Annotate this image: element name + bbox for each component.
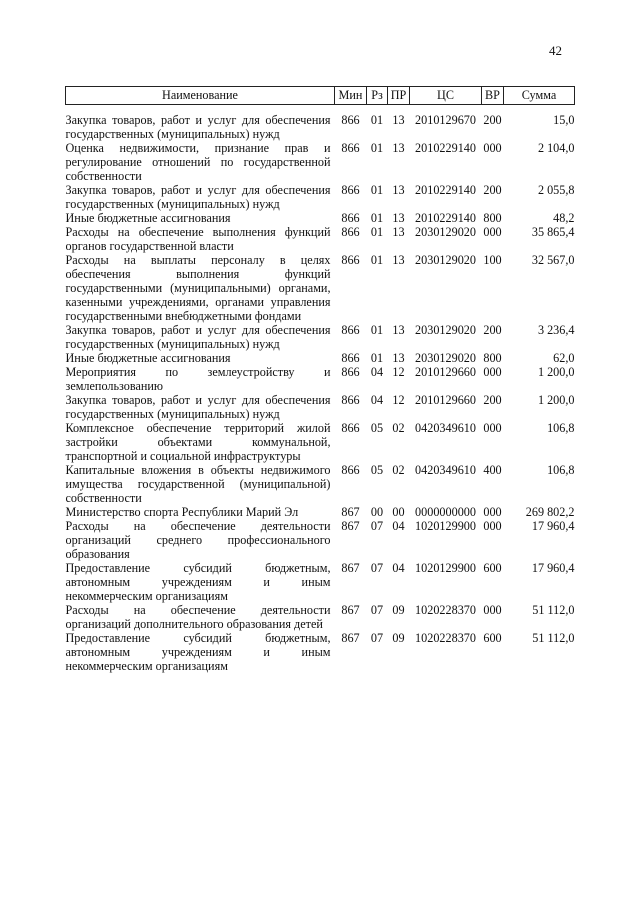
row-cs: 2030129020 xyxy=(415,323,476,337)
row-rz: 01 xyxy=(370,253,384,267)
row-rz: 01 xyxy=(370,323,384,337)
row-pr: 13 xyxy=(392,225,405,239)
row-cs: 2010229140 xyxy=(415,211,476,225)
row-name: Расходы на выплаты персоналу в целях обеспечения выполнения функций государственными (муниципальными) органами, казенными учреждениями, органами управления государственными внебюджетными фондами xyxy=(65,253,331,323)
row-sum: 35 865,4 xyxy=(531,225,575,239)
row-rz: 05 xyxy=(370,421,384,435)
row-cs: 2010129660 xyxy=(415,365,476,379)
row-rz: 01 xyxy=(370,113,384,127)
row-pr: 02 xyxy=(392,421,405,435)
table-row xyxy=(66,351,575,365)
table-row xyxy=(66,253,575,323)
row-sum: 3 236,4 xyxy=(537,323,575,337)
header-min: Мин xyxy=(335,87,367,105)
row-rz: 04 xyxy=(370,393,384,407)
row-vr: 000 xyxy=(483,225,502,239)
row-rz: 01 xyxy=(370,141,384,155)
row-name: Закупка товаров, работ и услуг для обеспечения государственных (муниципальных) нужд xyxy=(65,183,331,211)
row-sum: 62,0 xyxy=(553,351,575,365)
row-name: Комплексное обеспечение территорий жилой застройки объектами коммунальной, транспортной и социальной инфраструктуры xyxy=(65,421,331,463)
row-sum: 32 567,0 xyxy=(531,253,575,267)
row-pr: 13 xyxy=(392,351,405,365)
row-vr: 600 xyxy=(483,631,502,645)
row-name: Оценка недвижимости, признание прав и регулирование отношений по государственной собственности xyxy=(65,141,331,183)
row-vr: 000 xyxy=(483,505,502,519)
row-rz: 01 xyxy=(370,211,384,225)
row-rz: 05 xyxy=(370,463,384,477)
row-pr: 04 xyxy=(392,561,405,575)
table-row xyxy=(66,183,575,211)
row-pr: 13 xyxy=(392,141,405,155)
row-cs: 2010229140 xyxy=(415,183,476,197)
budget-table xyxy=(65,86,575,673)
row-vr: 000 xyxy=(483,365,502,379)
row-min: 866 xyxy=(341,225,360,239)
table-row xyxy=(66,463,575,505)
row-cs: 1020129900 xyxy=(415,519,476,533)
table-row xyxy=(66,365,575,393)
row-name: Расходы на обеспечение выполнения функций органов государственной власти xyxy=(65,225,331,253)
row-name: Предоставление субсидий бюджетным, автономным учреждениям и иным некоммерческим организациям xyxy=(65,561,331,603)
row-min: 867 xyxy=(341,519,360,533)
row-cs: 1020228370 xyxy=(415,603,476,617)
row-min: 866 xyxy=(341,393,360,407)
table-row xyxy=(66,505,575,519)
table-row xyxy=(66,323,575,351)
row-name: Закупка товаров, работ и услуг для обеспечения государственных (муниципальных) нужд xyxy=(65,113,331,141)
row-name: Мероприятия по землеустройству и землепользованию xyxy=(65,365,331,393)
table-row xyxy=(66,393,575,421)
row-vr: 400 xyxy=(483,463,502,477)
row-cs: 0000000000 xyxy=(415,505,476,519)
row-sum: 15,0 xyxy=(553,113,575,127)
row-min: 867 xyxy=(341,561,360,575)
row-cs: 2010129670 xyxy=(415,113,476,127)
row-pr: 12 xyxy=(392,365,405,379)
header-sum: Сумма xyxy=(504,87,575,105)
row-vr: 800 xyxy=(483,211,502,225)
table-row xyxy=(66,211,575,225)
row-vr: 000 xyxy=(483,421,502,435)
row-min: 866 xyxy=(341,421,360,435)
header-name: Наименование xyxy=(66,87,335,105)
row-pr: 02 xyxy=(392,463,405,477)
row-pr: 00 xyxy=(392,505,405,519)
row-rz: 04 xyxy=(370,365,384,379)
table-row xyxy=(66,105,575,142)
header-vr: ВР xyxy=(482,87,504,105)
row-sum: 2 055,8 xyxy=(537,183,575,197)
row-cs: 2010129660 xyxy=(415,393,476,407)
row-name: Министерство спорта Республики Марий Эл xyxy=(65,505,299,519)
row-name: Иные бюджетные ассигнования xyxy=(65,351,231,365)
row-min: 867 xyxy=(341,603,360,617)
row-min: 866 xyxy=(341,183,360,197)
row-sum: 51 112,0 xyxy=(532,631,575,645)
table-row xyxy=(66,141,575,183)
row-pr: 13 xyxy=(392,323,405,337)
row-vr: 200 xyxy=(483,323,502,337)
row-sum: 106,8 xyxy=(547,463,575,477)
row-vr: 200 xyxy=(483,183,502,197)
page-number: 42 xyxy=(549,43,562,58)
row-min: 866 xyxy=(341,211,360,225)
row-vr: 000 xyxy=(483,519,502,533)
row-vr: 000 xyxy=(483,603,502,617)
row-vr: 200 xyxy=(483,113,502,127)
row-min: 866 xyxy=(341,113,360,127)
row-pr: 09 xyxy=(392,631,405,645)
row-sum: 51 112,0 xyxy=(532,603,575,617)
row-cs: 0420349610 xyxy=(415,421,476,435)
row-rz: 07 xyxy=(370,603,384,617)
row-cs: 2030129020 xyxy=(415,225,476,239)
table-row xyxy=(66,603,575,631)
row-sum: 106,8 xyxy=(547,421,575,435)
row-name: Иные бюджетные ассигнования xyxy=(65,211,231,225)
row-name: Расходы на обеспечение деятельности организаций дополнительного образования детей xyxy=(65,603,331,631)
row-pr: 12 xyxy=(392,393,405,407)
row-vr: 200 xyxy=(483,393,502,407)
row-rz: 07 xyxy=(370,561,384,575)
table-header-row xyxy=(66,87,575,105)
row-sum: 2 104,0 xyxy=(537,141,575,155)
table-row xyxy=(66,421,575,463)
row-vr: 100 xyxy=(483,253,502,267)
table-row xyxy=(66,519,575,561)
row-name: Закупка товаров, работ и услуг для обеспечения государственных (муниципальных) нужд xyxy=(65,393,331,421)
row-rz: 01 xyxy=(370,351,384,365)
row-min: 866 xyxy=(341,323,360,337)
row-cs: 2030129020 xyxy=(415,351,476,365)
row-sum: 48,2 xyxy=(553,211,575,225)
table-row xyxy=(66,561,575,603)
row-pr: 09 xyxy=(392,603,405,617)
header-cs: ЦС xyxy=(410,87,482,105)
row-sum: 1 200,0 xyxy=(537,365,575,379)
table-body xyxy=(66,105,575,674)
row-pr: 13 xyxy=(392,253,405,267)
row-min: 866 xyxy=(341,463,360,477)
row-name: Закупка товаров, работ и услуг для обеспечения государственных (муниципальных) нужд xyxy=(65,323,331,351)
row-pr: 04 xyxy=(392,519,405,533)
row-name: Капитальные вложения в объекты недвижимого имущества государственной (муниципальной) собственности xyxy=(65,463,331,505)
row-rz: 07 xyxy=(370,631,384,645)
row-min: 866 xyxy=(341,253,360,267)
row-cs: 1020228370 xyxy=(415,631,476,645)
row-cs: 1020129900 xyxy=(415,561,476,575)
row-min: 867 xyxy=(341,631,360,645)
row-vr: 000 xyxy=(483,141,502,155)
row-rz: 01 xyxy=(370,225,384,239)
header-pr: ПР xyxy=(388,87,410,105)
row-name: Расходы на обеспечение деятельности организаций среднего профессионального образования xyxy=(65,519,331,561)
row-pr: 13 xyxy=(392,183,405,197)
row-sum: 269 802,2 xyxy=(525,505,575,519)
row-rz: 07 xyxy=(370,519,384,533)
row-rz: 01 xyxy=(370,183,384,197)
row-name: Предоставление субсидий бюджетным, автономным учреждениям и иным некоммерческим организациям xyxy=(65,631,331,673)
table-row xyxy=(66,631,575,673)
row-pr: 13 xyxy=(392,211,405,225)
row-sum: 17 960,4 xyxy=(531,561,575,575)
table-row xyxy=(66,225,575,253)
row-sum: 17 960,4 xyxy=(531,519,575,533)
row-min: 866 xyxy=(341,141,360,155)
row-min: 866 xyxy=(341,365,360,379)
row-cs: 2010229140 xyxy=(415,141,476,155)
row-cs: 2030129020 xyxy=(415,253,476,267)
row-vr: 600 xyxy=(483,561,502,575)
row-sum: 1 200,0 xyxy=(537,393,575,407)
row-vr: 800 xyxy=(483,351,502,365)
row-pr: 13 xyxy=(392,113,405,127)
row-rz: 00 xyxy=(370,505,384,519)
row-cs: 0420349610 xyxy=(415,463,476,477)
row-min: 867 xyxy=(341,505,360,519)
header-rz: Рз xyxy=(367,87,388,105)
row-min: 866 xyxy=(341,351,360,365)
